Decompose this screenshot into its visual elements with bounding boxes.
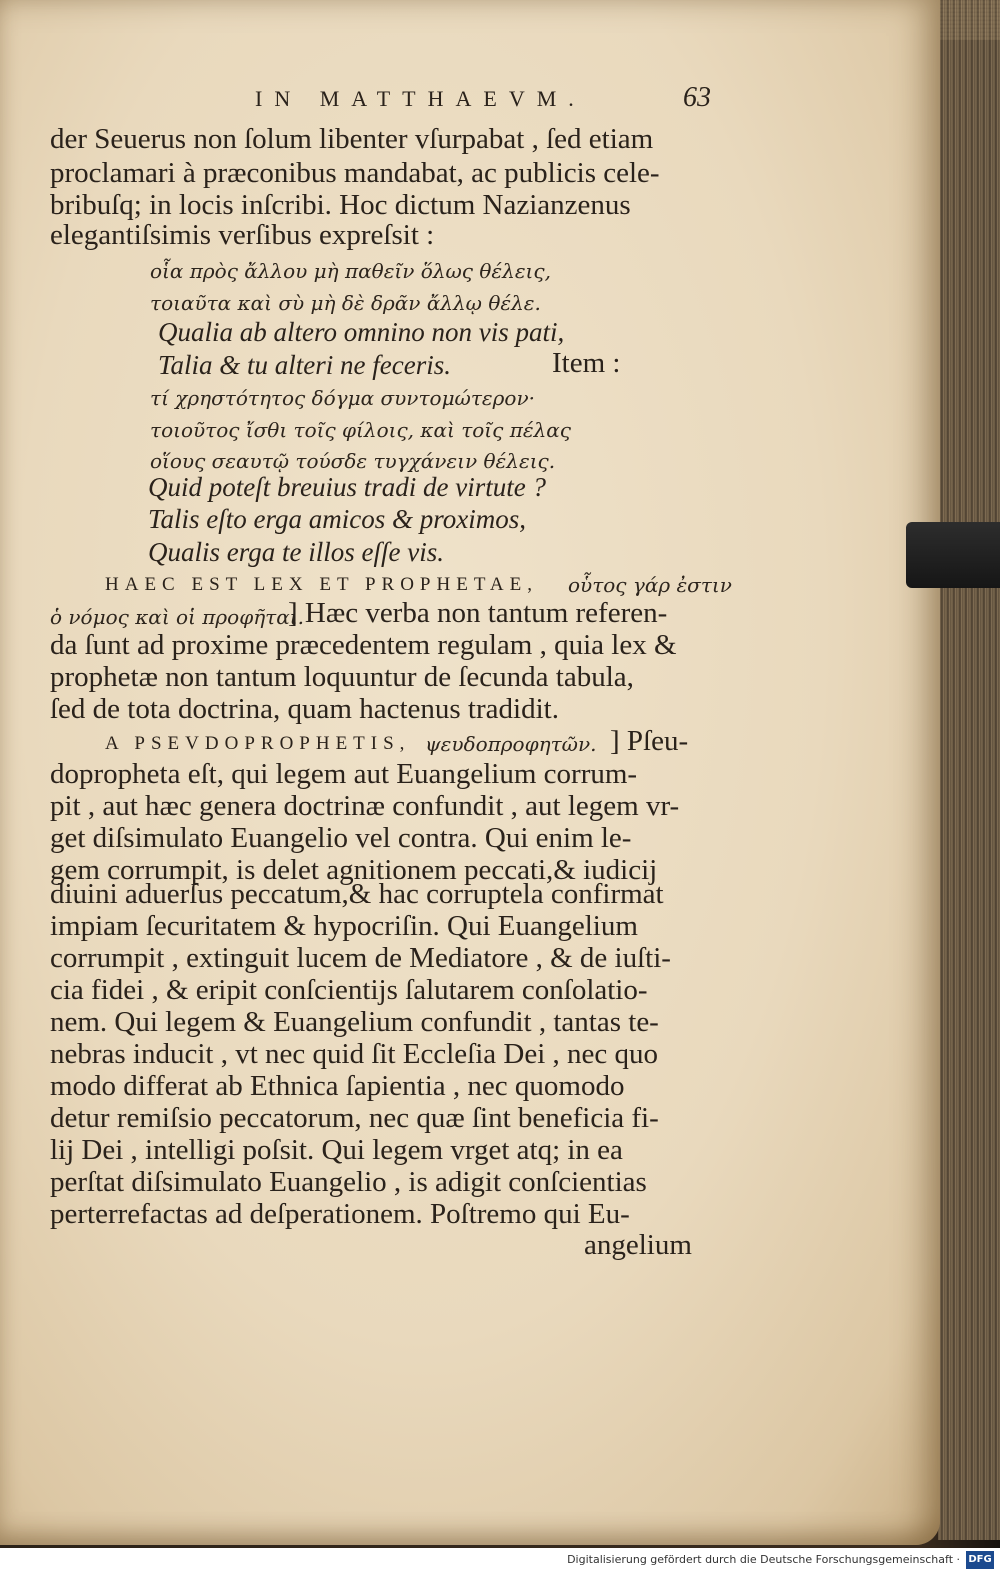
text-line: detur remiſsio peccatorum, nec quæ ſint beneficia fi-: [50, 1102, 659, 1134]
text-line: impiam ſecuritatem & hypocriſin. Qui Euangelium: [50, 910, 638, 942]
text-line: ſed de tota doctrina, quam hactenus tradidit.: [50, 693, 559, 725]
text-line: ] Hæc verba non tantum referen-: [288, 597, 668, 629]
bookmark-tab: [906, 522, 1000, 588]
catchword: angelium: [584, 1229, 692, 1261]
greek-verse: οἵους σεαυτῷ τούσδε τυγχάνειν θέλεις.: [150, 449, 556, 473]
text-line: modo differat ab Ethnica ſapientia , nec quomodo: [50, 1070, 625, 1102]
text-line: nem. Qui legem & Euangelium confundit , tantas te-: [50, 1006, 659, 1038]
section-heading: A PSEVDOPROPHETIS,: [105, 733, 411, 754]
running-head: IN MATTHAEVM.: [255, 86, 586, 111]
latin-verse: Quid poteſt breuius tradi de virtute ?: [148, 472, 546, 502]
text-line: elegantiſsimis verſibus expreſsit :: [50, 219, 435, 251]
text-line: diuini aduerſus peccatum,& hac corruptela confirmat: [50, 878, 664, 910]
text-line: gem corrumpit, is delet agnitionem peccati,& iudicij: [50, 854, 658, 886]
text-line: perterrefactas ad deſperationem. Poſtremo qui Eu-: [50, 1198, 630, 1230]
digitization-footer: [0, 1548, 1000, 1575]
latin-verse: Qualia ab altero omnino non vis pati,: [158, 317, 565, 347]
text-line: da ſunt ad proxime præcedentem regulam , quia lex &: [50, 629, 677, 661]
text-line: der Seuerus non ſolum libenter vſurpabat , ſed etiam: [50, 123, 654, 155]
text-line: bribuſq; in locis inſcribi. Hoc dictum Nazianzenus: [50, 189, 631, 221]
greek-lemma: οὗτος γάρ ἐστιν: [568, 573, 732, 597]
text-line: cia fidei , & eripit conſcientijs ſalutarem conſolatio-: [50, 974, 648, 1006]
greek-verse: τί χρηστότητος δόγμα συντομώτερον·: [150, 386, 535, 410]
text-line: nebras inducit , vt nec quid ſit Eccleſia Dei , nec quo: [50, 1038, 658, 1070]
footer-credit: Digitalisierung gefördert durch die Deutsche Forschungsgemeinschaft ·: [567, 1553, 960, 1566]
latin-verse: Talis eſto erga amicos & proximos,: [148, 504, 527, 534]
text-line: pit , aut hæc genera doctrinæ confundit , aut legem vr-: [50, 790, 680, 822]
text-line: lij Dei , intelligi poſsit. Qui legem vrget atq; in ea: [50, 1134, 623, 1166]
text-line: proclamari à præconibus mandabat, ac publicis cele-: [50, 157, 660, 189]
item-label: Item :: [552, 347, 621, 379]
latin-verse: Qualis erga te illos eſſe vis.: [148, 537, 444, 567]
page-number: 63: [683, 82, 711, 113]
text-line: ] Pſeu-: [610, 725, 689, 757]
greek-verse: τοιαῦτα καὶ σὺ μὴ δὲ δρᾶν ἄλλῳ θέλε.: [150, 291, 541, 315]
text-line: get diſsimulato Euangelio vel contra. Qui enim le-: [50, 822, 632, 854]
greek-verse: τοιοῦτος ἴσθι τοῖς φίλοις, καὶ τοῖς πέλας: [150, 418, 571, 442]
text-line: corrumpit , extinguit lucem de Mediatore , & de iuſti-: [50, 942, 671, 974]
greek-lemma: ὁ νόμος καὶ οἱ προφῆται.: [50, 605, 304, 629]
dfg-logo-icon: DFG: [966, 1551, 994, 1569]
greek-lemma: ψευδοπροφητῶν.: [425, 732, 597, 756]
latin-verse: Talia & tu alteri ne feceris.: [158, 350, 451, 380]
text-line: dopropheta eſt, qui legem aut Euangelium corrum-: [50, 758, 638, 790]
text-line: perſtat diſsimulato Euangelio , is adigit conſcientias: [50, 1166, 647, 1198]
text-line: prophetæ non tantum loquuntur de ſecunda tabula,: [50, 661, 634, 693]
greek-verse: οἷα πρὸς ἄλλου μὴ παθεῖν ὅλως θέλεις,: [150, 259, 551, 283]
page-stack-right: [938, 0, 1000, 1540]
section-heading: HAEC EST LEX ET PROPHETAE,: [105, 574, 538, 595]
